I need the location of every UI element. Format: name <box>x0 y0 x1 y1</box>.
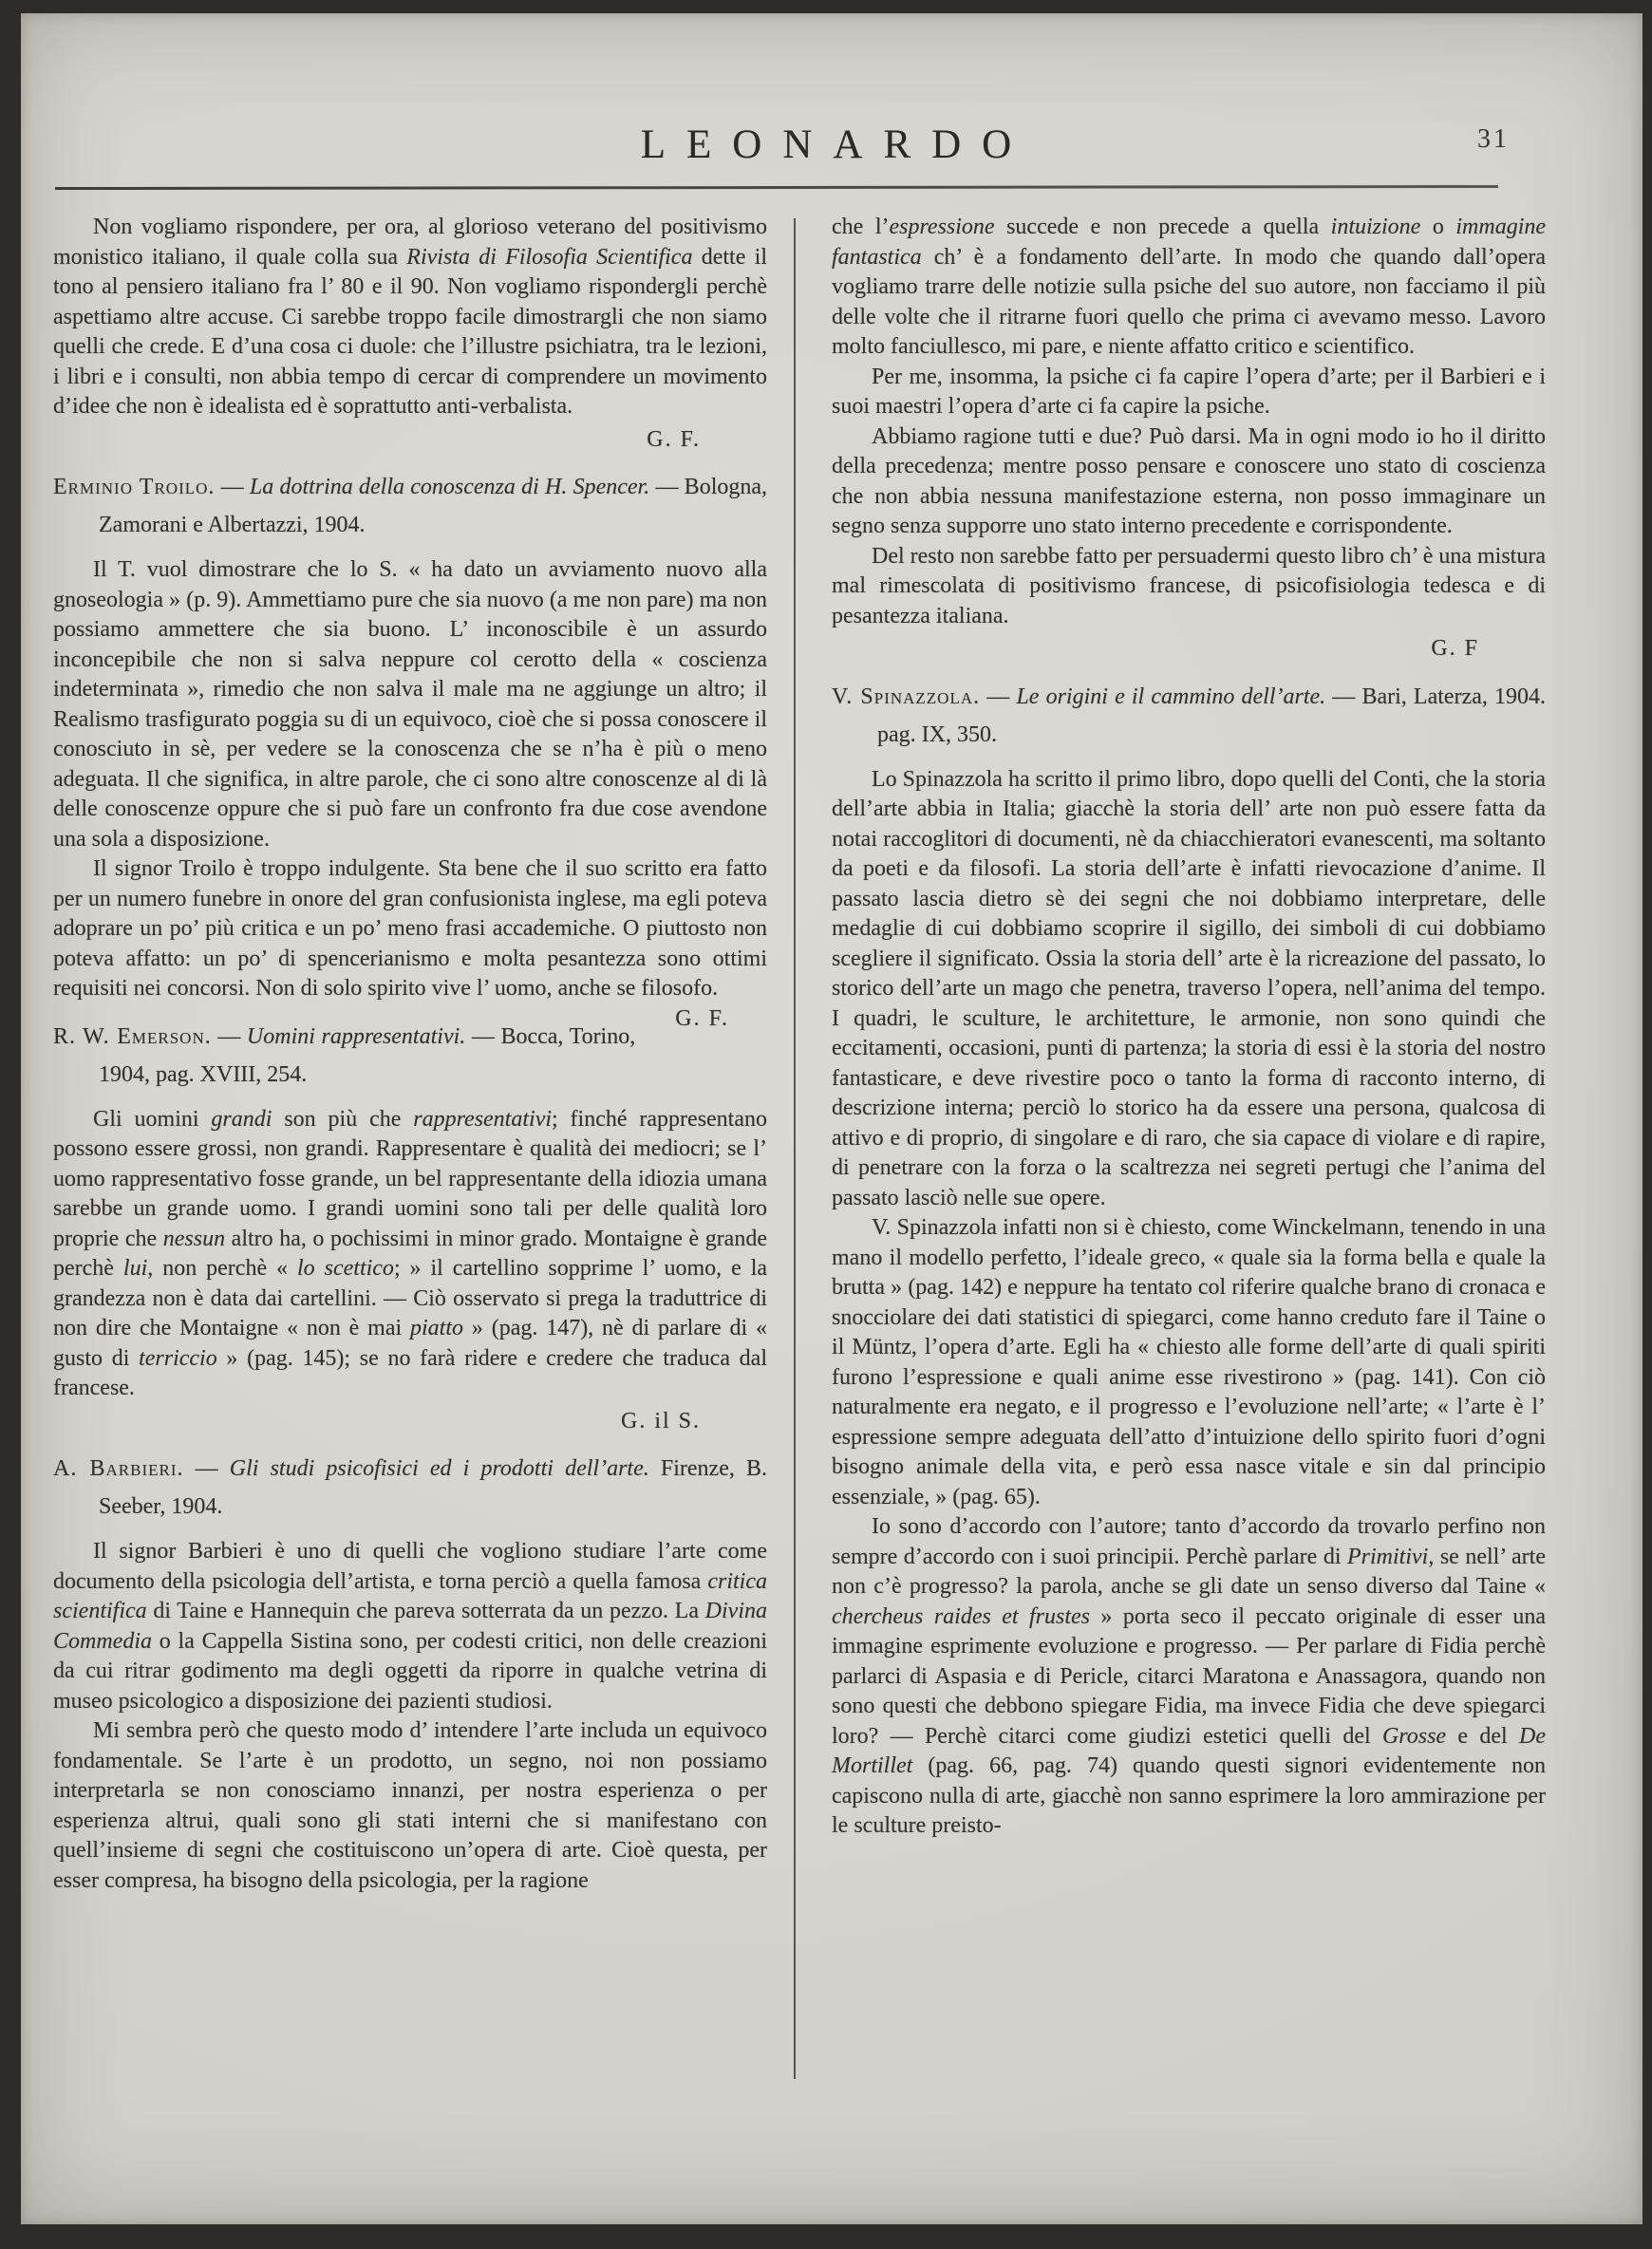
paragraph <box>53 1537 767 1716</box>
text-run: Per me, insomma, la psiche ci fa capire l’opera d’arte; per il Barbieri e i suoi maestri l’opera d’arte ci fa capire la psiche. <box>832 364 1546 419</box>
paragraph <box>53 1105 767 1404</box>
italic-run: chercheus raides et frustes <box>832 1603 1090 1629</box>
reviewer-signature <box>53 1407 767 1437</box>
text-run: G. F <box>1431 636 1479 661</box>
italic-run: Rivista di Filosofia Scientifica <box>406 244 693 270</box>
text-run: Il signor Troilo è troppo indulgente. Sta bene che il suo scritto era fatto per un numero funebre in onore del gran confusionista inglese, ma egli poteva adoprare un po’ più critica e un po’ meno frasi accademiche. O piuttosto non poteva affatto: un po’ di spencerianismo e molta pesantezza sono ottimi requisiti nei concorsi. Non di solo spirito vive l’ uomo, anche se filosofo. <box>53 856 767 1001</box>
text-run: ch’ è a fondamento dell’arte. In modo che quando dall’opera vogliamo trarre delle notizie sulla psiche del suo autore, non facciamo il più delle volte che il ritrarne fuori quello che prima ci avevamo messo. Lavoro molto fanciullesco, mi pare, e niente affatto critico e scientifico. <box>832 244 1546 359</box>
text-run: succede e non precede a quella <box>994 215 1331 239</box>
paragraph <box>832 1512 1546 1842</box>
text-run: altro ha, o pochissimi in minor grado. Montaigne è grande perchè <box>53 1226 767 1281</box>
paragraph <box>832 422 1546 542</box>
italic-run: La dottrina della conoscenza di H. Spencer. <box>249 475 650 499</box>
italic-run: immagine fantastica <box>832 215 1547 270</box>
author-name: A. Barbieri. <box>53 1456 184 1481</box>
right-column <box>832 213 1546 1842</box>
text-run: di Taine e Hannequin che pareva sotterrata da un pezzo. La <box>146 1599 705 1623</box>
italic-run: Uomini rappresentativi. <box>246 1023 466 1049</box>
review-heading <box>53 468 767 544</box>
italic-run: espressione <box>889 215 995 239</box>
journal-title: LEONARDO <box>640 122 1033 167</box>
text-run: dette il tono al pensiero italiano fra l’ 80 e il 90. Non vogliamo rispondergli perchè aspettiamo altre accuse. Ci sarebbe troppo facile dimostrargli che non siamo quelli che crede. E d’una cosa ci duole: che l’illustre psichiatra, tra le lezioni, i libri e i consulti, non abbia tempo di cercar di comprendere un movimento d’idee che non è idealista ed è soprattutto anti-verbalista. <box>53 244 767 419</box>
text-run: e del <box>1446 1723 1520 1749</box>
text-run: — <box>211 1023 247 1049</box>
text-run: Del resto non sarebbe fatto per persuadermi questo libro ch’ è una mistura mal rimescolata di positivismo francese, di psicofisiologia tedesca e di pesantezza italiana. <box>832 543 1546 628</box>
text-run: Mi sembra però che questo modo d’ intendere l’arte includa un equivoco fondamentale. Se l’arte è un prodotto, un segno, noi non possiamo interpretarla se non conosciamo innanzi, per nostra esperienza o per esperienza altrui, quali sono gli stati interni che si manifestano con quell’insieme di segni che costituiscono un’opera di arte. Cioè questa, per esser compresa, ha bisogno della psicologia, per la ragione <box>53 1718 767 1893</box>
paragraph <box>832 765 1546 1214</box>
text-run: — Bocca, Torino, 1904, pag. XVIII, 254. <box>99 1023 636 1087</box>
text-run: G. F. <box>647 426 701 452</box>
paragraph <box>832 213 1546 363</box>
text-run: Io sono d’accordo con l’autore; tanto d’accordo da trovarlo perfino non sempre d’accordo con i suoi principii. Perchè parlare di <box>832 1514 1546 1569</box>
left-column <box>53 213 767 1896</box>
text-run: » (pag. 147), nè di parlare di « gusto di <box>53 1316 767 1371</box>
italic-run: Divina Commedia <box>53 1599 767 1654</box>
review-heading <box>53 1450 767 1526</box>
review-heading <box>832 678 1546 754</box>
text-run: Il signor Barbieri è uno di quelli che vogliono studiare l’arte come documento della psicologia dell’artista, e torna perciò a quella famosa <box>53 1539 767 1594</box>
paragraph <box>53 1716 767 1896</box>
italic-run: intuizione <box>1330 215 1421 239</box>
text-run: Gli uomini <box>93 1106 212 1132</box>
italic-run: Gli studi psicofisici ed i prodotti dell’arte. <box>229 1456 649 1481</box>
reviewer-signature <box>832 634 1546 665</box>
text-run: V. Spinazzola infatti non si è chiesto, come Winckelmann, tenendo in una mano il modello perfetto, l’ideale greco, « quale sia la forma bella e quale la brutta » (pag. 142) e neppure ha tentato col riferire qualche brano di cronaca e snocciolare dei dati statistici di spiegarci, come hanno creduto fare il Taine o il Müntz, l’opera d’arte. Egli ha « chiesto alle forme dell’arte di quali spiriti furono l’espressione e quali anime esse rivestirono » (pag. 141). Con ciò naturalmente era negato, e il progresso e l’evoluzione nell’arte; « l’arte è l’ espressione sempre adeguata dell’atto d’intuizione dello spirito fuori d’ogni bisogno animale della vita, e però essa nasce vitale e sin dal principio essenziale, » (pag. 65). <box>832 1215 1546 1509</box>
text-run: — <box>183 1456 230 1481</box>
italic-run: terriccio <box>139 1345 217 1371</box>
text-run: ; finché rappresentano possono essere grossi, non grandi. Rappresentare è qualità dei mediocri; se l’ uomo rappresentativo fosse grande, un bel rappresentante della idiozia umana sarebbe un grande uomo. I grandi uomini sono tali per delle qualità loro proprie che <box>53 1106 767 1251</box>
italic-run: lo scettico <box>297 1256 394 1281</box>
text-run: G. il S. <box>620 1408 701 1434</box>
page-number: 31 <box>1477 124 1510 154</box>
text-run: — Bologna, Zamorani e Albertazzi, 1904. <box>99 475 768 537</box>
text-run: Non vogliamo rispondere, per ora, al glorioso veterano del positivismo monistico italiano, il quale colla sua <box>53 215 767 270</box>
text-run: son più che <box>272 1106 414 1132</box>
text-run: Abbiamo ragione tutti e due? Può darsi. Ma in ogni modo io ho il diritto della precedenza; mentre posso pensare e conoscere uno stato di coscienza che non abbia nessuna manifestazione esterna, non posso immaginare un segno senza supporre uno stato interno precedente e corrispondente. <box>832 423 1546 538</box>
reviewer-signature <box>53 425 767 456</box>
text-run: o la Cappella Sistina sono, per codesti critici, non delle creazioni da cui ritrar godimento ma degli oggetti da riporre in qualche vetrina di museo psicologico a disposizione dei pazienti studiosi. <box>53 1628 767 1714</box>
author-name: Erminio Troilo. <box>53 475 216 499</box>
column-divider-rule <box>794 218 796 2079</box>
text-run: che l’ <box>832 215 890 239</box>
italic-run: nessun <box>162 1226 226 1251</box>
italic-run: critica scientifica <box>53 1568 767 1623</box>
italic-run: Primitivi <box>1347 1544 1429 1569</box>
paragraph <box>832 542 1546 632</box>
italic-run: Grosse <box>1381 1723 1447 1749</box>
text-run: o <box>1420 215 1456 239</box>
paragraph <box>832 363 1546 422</box>
italic-run: Le origini e il cammino dell’arte. <box>1016 684 1326 709</box>
text-run: — <box>215 475 250 499</box>
text-run: Lo Spinazzola ha scritto il primo libro, dopo quelli del Conti, che la storia dell’arte abbia in Italia; giacchè la storia dell’ arte non può essere fatta da notai raccoglitori di documenti, nè da chiacchieratori evanescenti, ma soltanto da poeti e da filosofi. La storia dell’arte è infatti rievocazione d’anime. Il passato lascia dietro sè dei segni che noi dobbiamo interpretare, delle medaglie di cui dobbiamo scoprire il sigillo, dei simboli di cui dobbiamo scegliere il significato. Ossia la storia dell’ arte è la ricreazione del passato, lo storico dell’arte un mago che penetra, traverso l’opera, nell’anima del tempo. I quadri, le sculture, le architetture, le armonie, non sono quindi che eccitamenti, occasioni, punti di partenza; la storia di essi è la storia del nostro fantasticare, e deve rivestire poco o tanto la forma di racconto interno, di descrizione interna; perciò lo storico ha da essere una persona, qualcosa di attivo e di proprio, di singolare e di raro, che sia capace di violare e di rapire, di penetrare con la forza o la scaltrezza nei segreti pertugi che l’anima del passato lasciò nelle sue opere. <box>832 766 1546 1210</box>
text-run: Firenze, B. Seeber, 1904. <box>99 1456 767 1519</box>
text-run: , non perchè « <box>147 1256 298 1281</box>
italic-run: rappresentativi <box>413 1106 553 1132</box>
italic-run: piatto <box>410 1316 464 1340</box>
italic-run: grandi <box>211 1106 272 1132</box>
text-run: » porta seco il peccato originale di esser una immagine esprimente evoluzione e progresso. — Per parlare di Fidia perchè parlarci di Aspasia e di Pericle, citarci Maratona e Anassagora, quando non sono questi che debbono spiegare Fidia, ma invece Fidia che deve spiegarci loro? — Perchè citarci come giudizi estetici quelli del <box>832 1603 1546 1749</box>
text-run: (pag. 66, pag. 74) quando questi signori evidentemente non capiscono nulla di arte, giacchè non sanno esprimere la loro ammirazione per le sculture preisto- <box>832 1753 1546 1838</box>
text-run: » (pag. 145); se no farà ridere e credere che traduca dal francese. <box>53 1345 767 1400</box>
paragraph <box>53 555 767 854</box>
paragraph <box>832 1213 1546 1512</box>
text-run: ; » il cartellino sopprime l’ uomo, e la grandezza non è data dai cartellini. — Ciò osservato si prega la traduttrice di non dire che Montaigne « non è mai <box>53 1256 768 1340</box>
text-run: — <box>980 684 1017 709</box>
paragraph <box>53 213 767 422</box>
italic-run: lui <box>122 1256 148 1281</box>
text-run: — Bari, Laterza, 1904. pag. IX, 350. <box>877 684 1547 747</box>
text-run: , se nell’ arte non c’è progresso? la parola, anche se gli date un senso diverso dal Taine « <box>832 1544 1546 1599</box>
text-run: Il T. vuol dimostrare che lo S. « ha dato un avviamento nuovo alla gnoseologia » (p. 9). Ammettiamo pure che sia nuovo (a me non pare) ma non possiamo ammettere che sia buono. L’ inconoscibile è un assurdo inconcepibile che non si salva neppure col cerotto della « coscienza indeterminata », rimedio che non salva il male ma ne aggiunge un altro; il Realismo trasfigurato poggia su di un equivoco, cioè che si possa conoscere il conosciuto in sè, per vedere se la conoscenza che se n’ha è più o meno adeguata. Il che significa, in altre parole, che ci sono altre conoscenze al di là delle conoscenze oppure che si può fare un confronto fra due cose avendone una sola a disposizione. <box>53 557 767 852</box>
italic-run: De Mortillet <box>832 1723 1546 1778</box>
author-name: V. Spinazzola. <box>832 684 981 709</box>
paragraph <box>53 854 767 1031</box>
author-name: R. W. Emerson. <box>53 1023 212 1049</box>
reviewer-signature-inline: G. F. <box>675 1005 729 1031</box>
